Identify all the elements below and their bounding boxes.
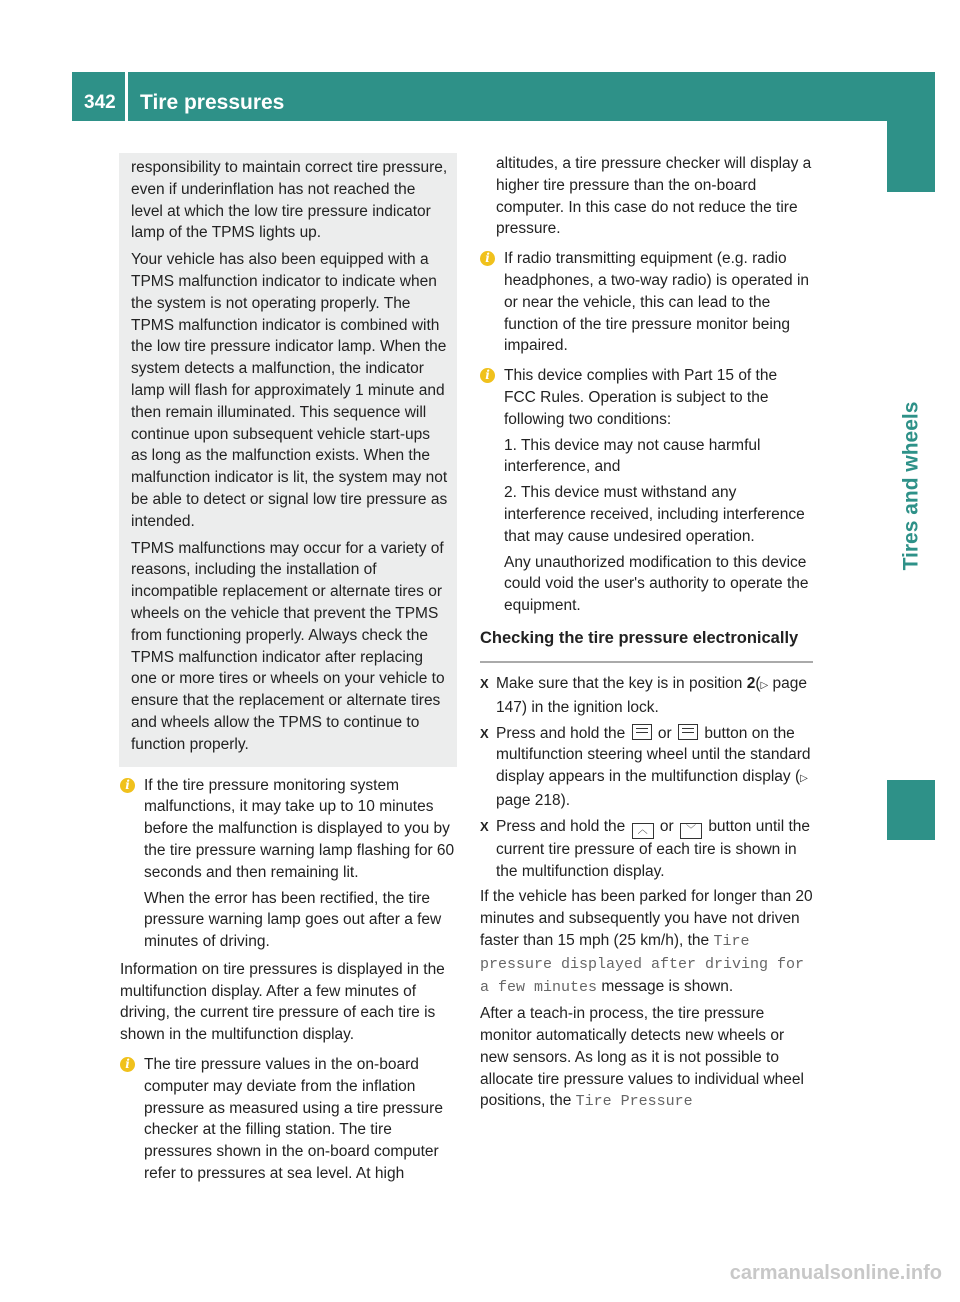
page-ref-icon: ▷ (760, 679, 769, 691)
info-note (120, 775, 460, 953)
page-ref-icon: ▷ (800, 773, 808, 785)
step-text: or (659, 817, 674, 835)
section-heading: Checking the tire pressure electronically (480, 627, 813, 663)
instruction-step (480, 816, 813, 883)
side-accent-marker (887, 780, 935, 840)
paragraph-text: message is shown. (601, 977, 734, 995)
info-note (480, 365, 813, 617)
paragraph-text: If the vehicle has been parked for longer than 20 minutes and subsequently you have not driven faster than 15 mph (25 km/h), the (480, 888, 813, 949)
box-paragraph: TPMS malfunctions may occur for a variety of reasons, including the installation of incompatible replacement or alternate tires or wheels on the vehicle that prevent the TPMS from functioning properly. Always check the TPMS malfunction indicator after replacing one or more tires or wheels on your vehicle to ensure that the replacement or alternate tires and wheels allow the TPMS to continue to function properly. (131, 539, 445, 753)
chapter-tab-label: Tires and wheels (899, 401, 923, 571)
info-note (480, 248, 813, 357)
instruction-step (480, 723, 813, 812)
note-text: If the tire pressure monitoring system malfunctions, it may take up to 10 minutes before the malfunction is displayed to you by the tire pressure warning lamp flashing for 60 seconds and then remaining lit. (144, 776, 455, 881)
display-message: Tire pressure displayed after driving for a few minutes (480, 932, 805, 996)
note-text: When the error has been rectified, the tire pressure warning lamp goes out after a few minutes of driving. (144, 889, 442, 951)
instruction-step: X Make sure that the key is in position 2(▷ page 147) in the ignition lock. (480, 674, 808, 716)
step-text: Press and hold the (496, 817, 626, 835)
step-text: Press and hold the (496, 724, 626, 742)
info-icon: i (120, 1057, 135, 1072)
display-message: Tire Pressure (575, 1093, 693, 1111)
step-text: button until the current tire pressure of each tire is shown in the multifunction display. (496, 817, 811, 880)
note-text: Any unauthorized modification to this device could void the user's authority to operate the equipment. (504, 553, 809, 615)
step-text: page 218). (496, 791, 571, 809)
down-button-icon: ﹀ (680, 823, 702, 839)
box-paragraph: Your vehicle has also been equipped with a TPMS malfunction indicator to indicate when the system is not operating properly. The TPMS malfunction indicator is combined with the low tire pressure indicator lamp. When the system detects a malfunction, the indicator lamp will flash for approximately 1 minute and then remain illuminated. This sequence will continue upon subsequent vehicle start-ups as long as the malfunction exists. When the malfunction indicator is lit, the system may not be able to detect or signal low tire pressure as intended. (131, 251, 448, 530)
note-text: 2. This device must withstand any interference received, including interference that may cause undesired operation. (504, 484, 805, 545)
page-title: Tire pressures (140, 91, 285, 114)
body-paragraph (480, 886, 813, 998)
info-icon: i (120, 778, 135, 793)
step-text: page 147) in the ignition lock. (496, 674, 808, 716)
step-marker-icon: X (480, 818, 489, 834)
up-button-icon: ︿ (632, 823, 654, 839)
header-divider (125, 72, 128, 121)
page-forward-button-icon (678, 724, 698, 740)
body-paragraph (480, 1003, 813, 1113)
page-number: 342 (84, 92, 116, 113)
side-accent-top (887, 72, 935, 192)
right-column (480, 153, 813, 1118)
note-text: altitudes, a tire pressure checker will display a higher tire pressure than the on-board computer. In this case do not reduce the tire pressure. (496, 155, 812, 238)
info-icon: i (480, 251, 495, 266)
step-marker-icon: X (480, 675, 489, 691)
box-paragraph: responsibility to maintain correct tire pressure, even if underinflation has not reached the level at which the low tire pressure indicator lamp of the TPMS lights up. (131, 159, 448, 242)
site-watermark: carmanualsonline.info (729, 1262, 942, 1284)
step-text: Make sure that the key is in position (496, 674, 743, 692)
key-position: 2 (746, 674, 756, 692)
continued-note (480, 153, 813, 240)
page-back-button-icon (632, 724, 652, 740)
note-text: 1. This device may not cause harmful interference, and (504, 436, 761, 476)
step-text: button on the multifunction steering wheel until the standard display appears in the multifunction display ( (496, 724, 811, 786)
chapter-tab (884, 192, 938, 780)
body-paragraph: Information on tire pressures is displayed in the multifunction display. After a few minutes of driving, the current tire pressure of each tire is shown in the multifunction display. (120, 960, 445, 1044)
step-text: or (657, 724, 672, 742)
step-marker-icon: X (480, 725, 489, 741)
left-column (120, 153, 460, 1191)
tpms-info-box (119, 153, 457, 767)
note-text: The tire pressure values in the on-board computer may deviate from the inflation pressure as measured using a tire pressure checker at the filling station. The tire pressures shown in the on-board computer refer to pressures at sea level. At high (144, 1056, 443, 1183)
note-text: This device complies with Part 15 of the FCC Rules. Operation is subject to the following two conditions: (504, 367, 778, 428)
info-note (120, 1054, 460, 1185)
paragraph-text: After a teach-in process, the tire pressure monitor automatically detects new wheels or new sensors. As long as it is not possible to allocate tire pressure values to individual wheel positions, the (480, 1005, 804, 1110)
info-icon: i (480, 368, 495, 383)
note-text: If radio transmitting equipment (e.g. radio headphones, a two-way radio) is operated in or near the vehicle, this can lead to the function of the tire pressure monitor being impaired. (504, 250, 810, 355)
